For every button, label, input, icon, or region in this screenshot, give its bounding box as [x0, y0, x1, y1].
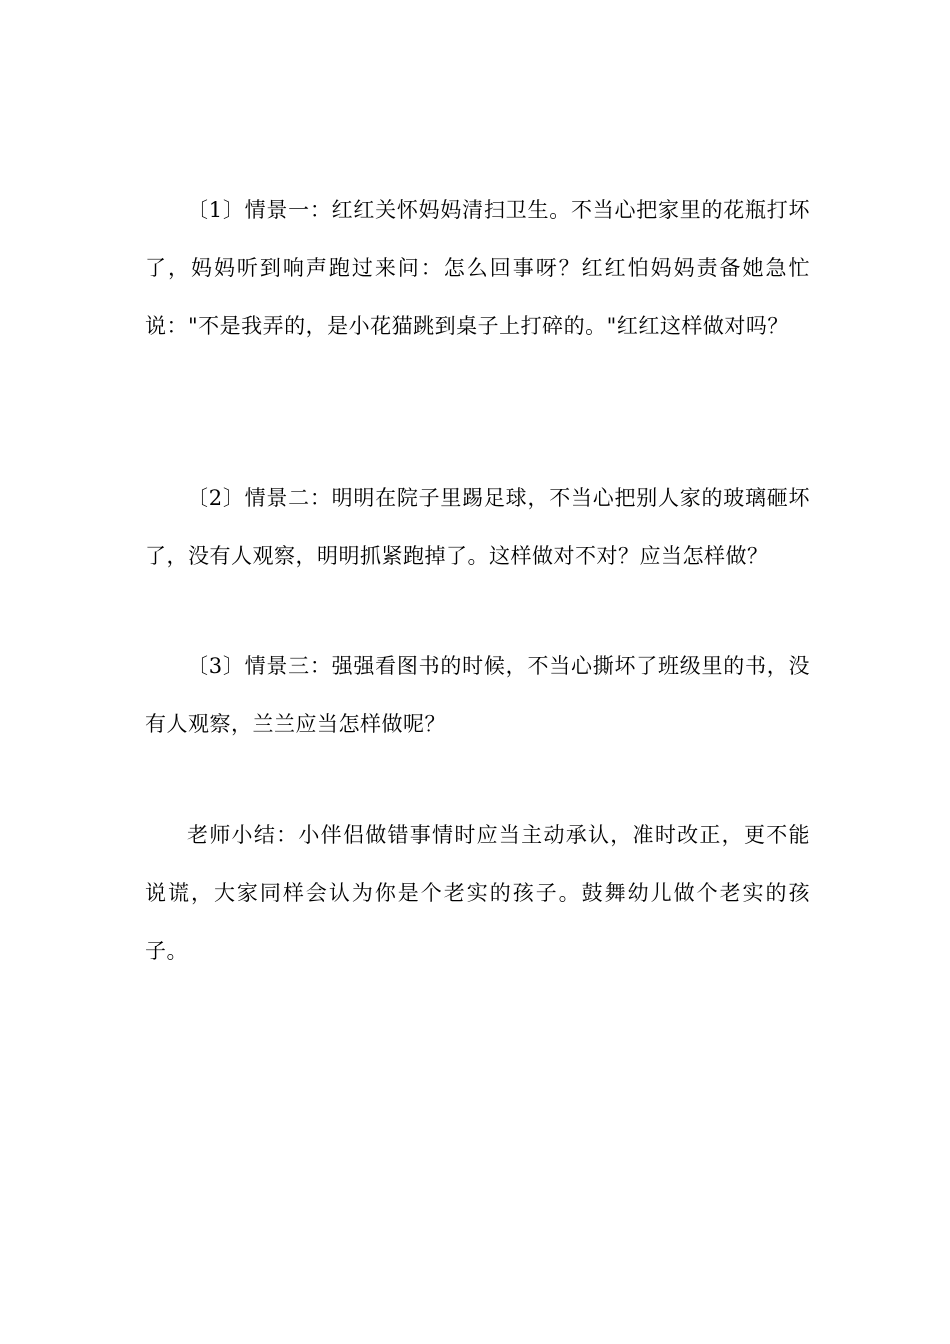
teacher-summary-paragraph: 老师小结：小伴侣做错事情时应当主动承认，准时改正，更不能说谎，大家同样会认为你是个老实的孩子。鼓舞幼儿做个老实的孩子。 [145, 823, 810, 963]
scenario-one-paragraph: 〔1〕情景一：红红关怀妈妈清扫卫生。不当心把家里的花瓶打坏了，妈妈听到响声跑过来问：怎么回事呀？红红怕妈妈责备她急忙说："不是我弄的，是小花猫跳到桌子上打碎的。"红红这样做对吗？ [145, 198, 810, 338]
scenario-two-paragraph: 〔2〕情景二：明明在院子里踢足球，不当心把别人家的玻璃砸坏了，没有人观察，明明抓紧跑掉了。这样做对不对？应当怎样做？ [145, 486, 810, 568]
scenario-three-paragraph: 〔3〕情景三：强强看图书的时候，不当心撕坏了班级里的书，没有人观察，兰兰应当怎样做呢？ [145, 654, 810, 736]
